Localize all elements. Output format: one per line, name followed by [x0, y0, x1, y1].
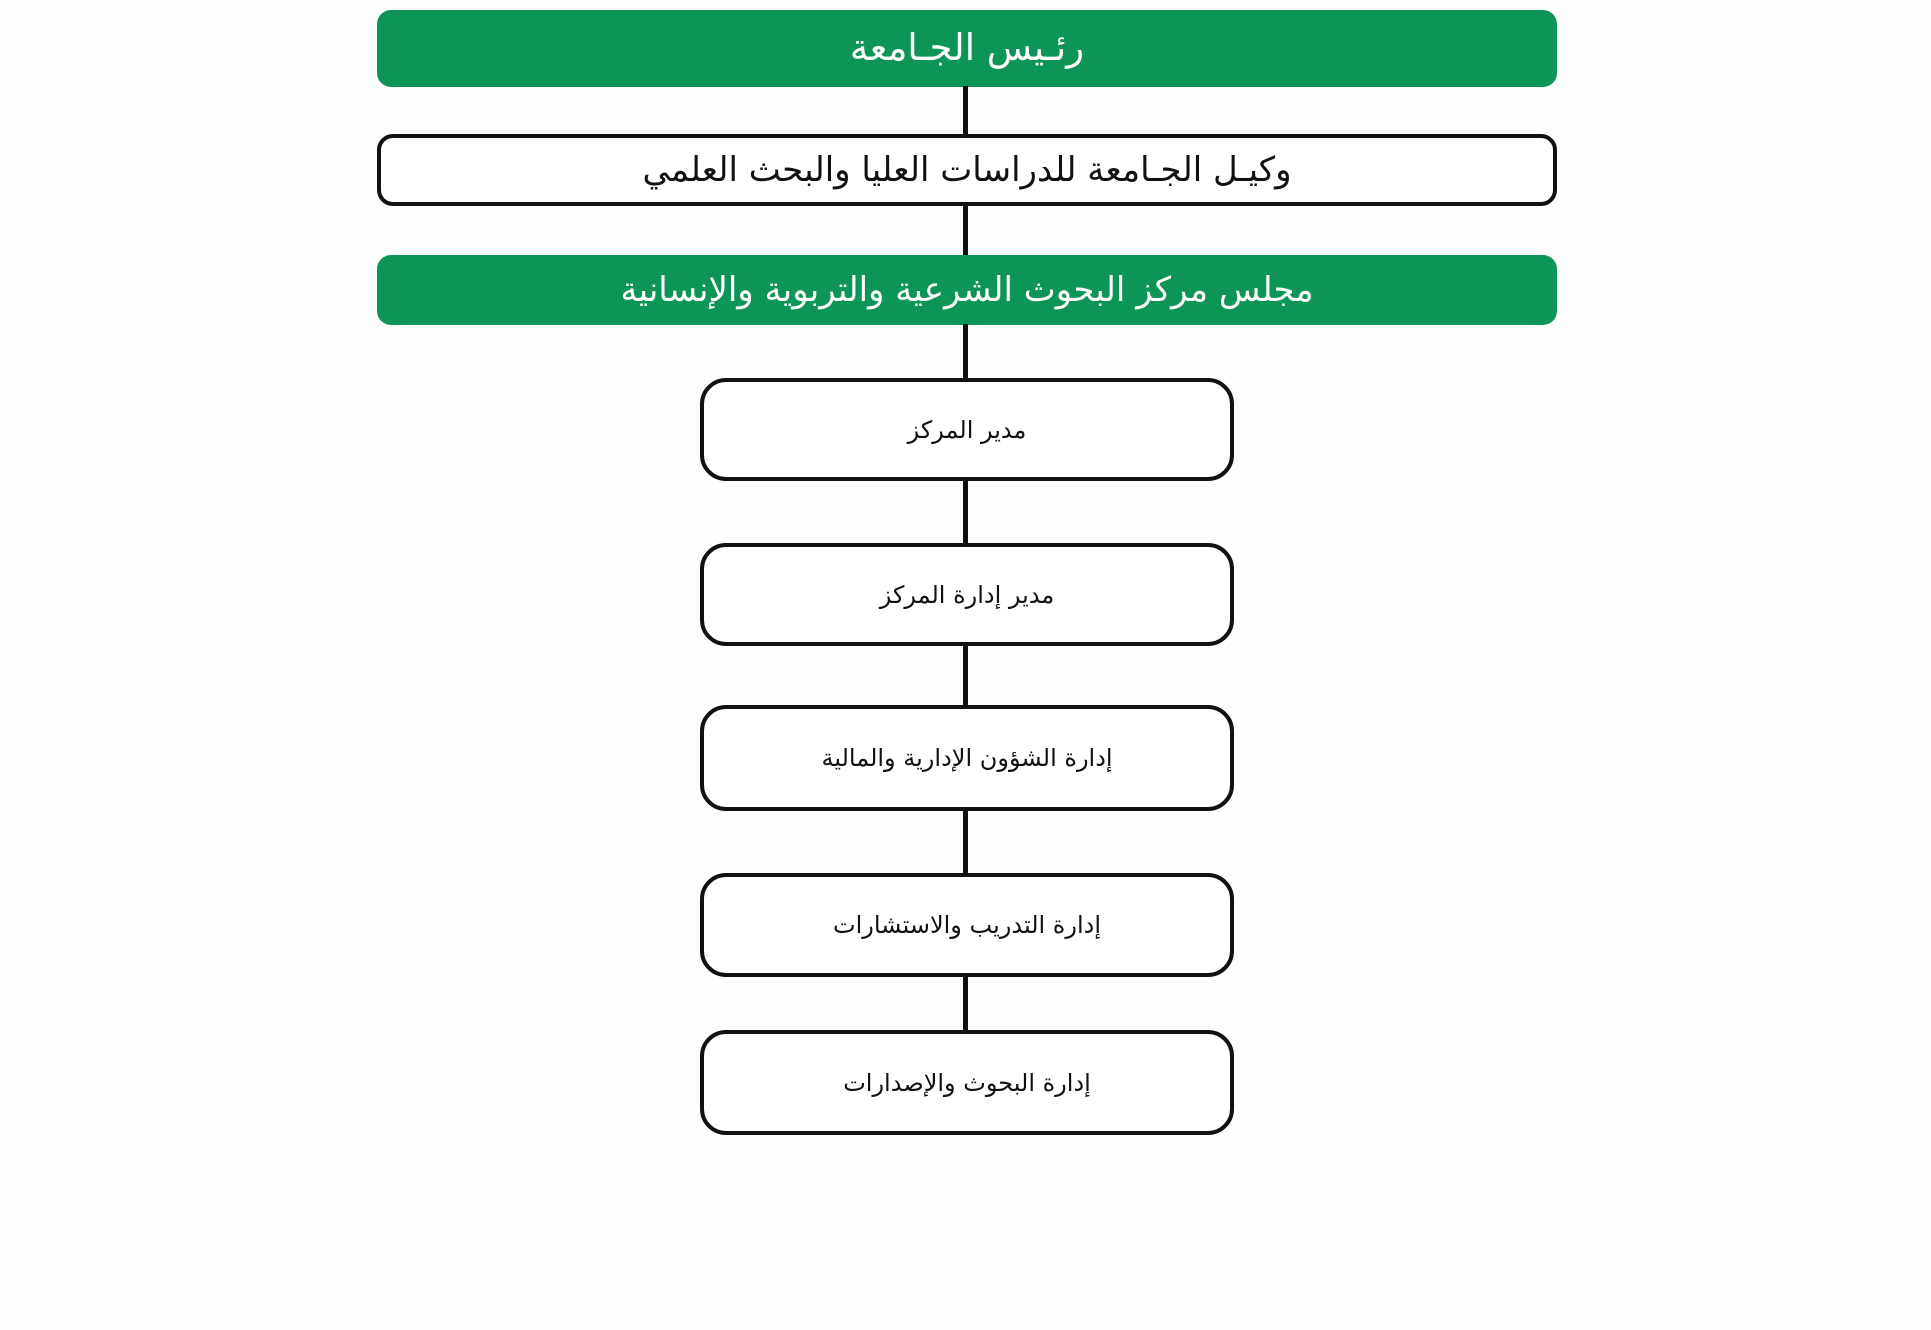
org-node-label: إدارة الشؤون الإدارية والمالية [821, 744, 1113, 772]
connector-line [963, 86, 968, 135]
org-node-label: مجلس مركز البحوث الشرعية والتربوية والإنسانية [620, 269, 1314, 310]
connector-line [963, 205, 968, 256]
connector-line [963, 324, 968, 379]
org-node-center-administration-director [700, 543, 1234, 646]
org-node-label: وكيـل الجـامعة للدراسات العليا والبحث العلمي [642, 149, 1292, 190]
org-node-center-director [700, 378, 1234, 481]
org-node-research-center-council [377, 255, 1557, 325]
org-node-label: رئـيس الجـامعة [849, 26, 1085, 70]
org-node-label: مدير المركز [907, 415, 1027, 444]
org-node-vice-president-research [377, 134, 1557, 206]
org-node-research-publications-dept [700, 1030, 1234, 1135]
org-node-admin-financial-affairs-dept [700, 705, 1234, 811]
connector-line [963, 645, 968, 706]
org-node-label: إدارة البحوث والإصدارات [843, 1068, 1091, 1097]
connector-line [963, 810, 968, 874]
org-node-training-consulting-dept [700, 873, 1234, 977]
connector-line [963, 976, 968, 1031]
org-node-label: إدارة التدريب والاستشارات [833, 911, 1101, 939]
connector-line [963, 480, 968, 544]
org-node-university-president [377, 10, 1557, 87]
org-node-label: مدير إدارة المركز [879, 580, 1055, 609]
